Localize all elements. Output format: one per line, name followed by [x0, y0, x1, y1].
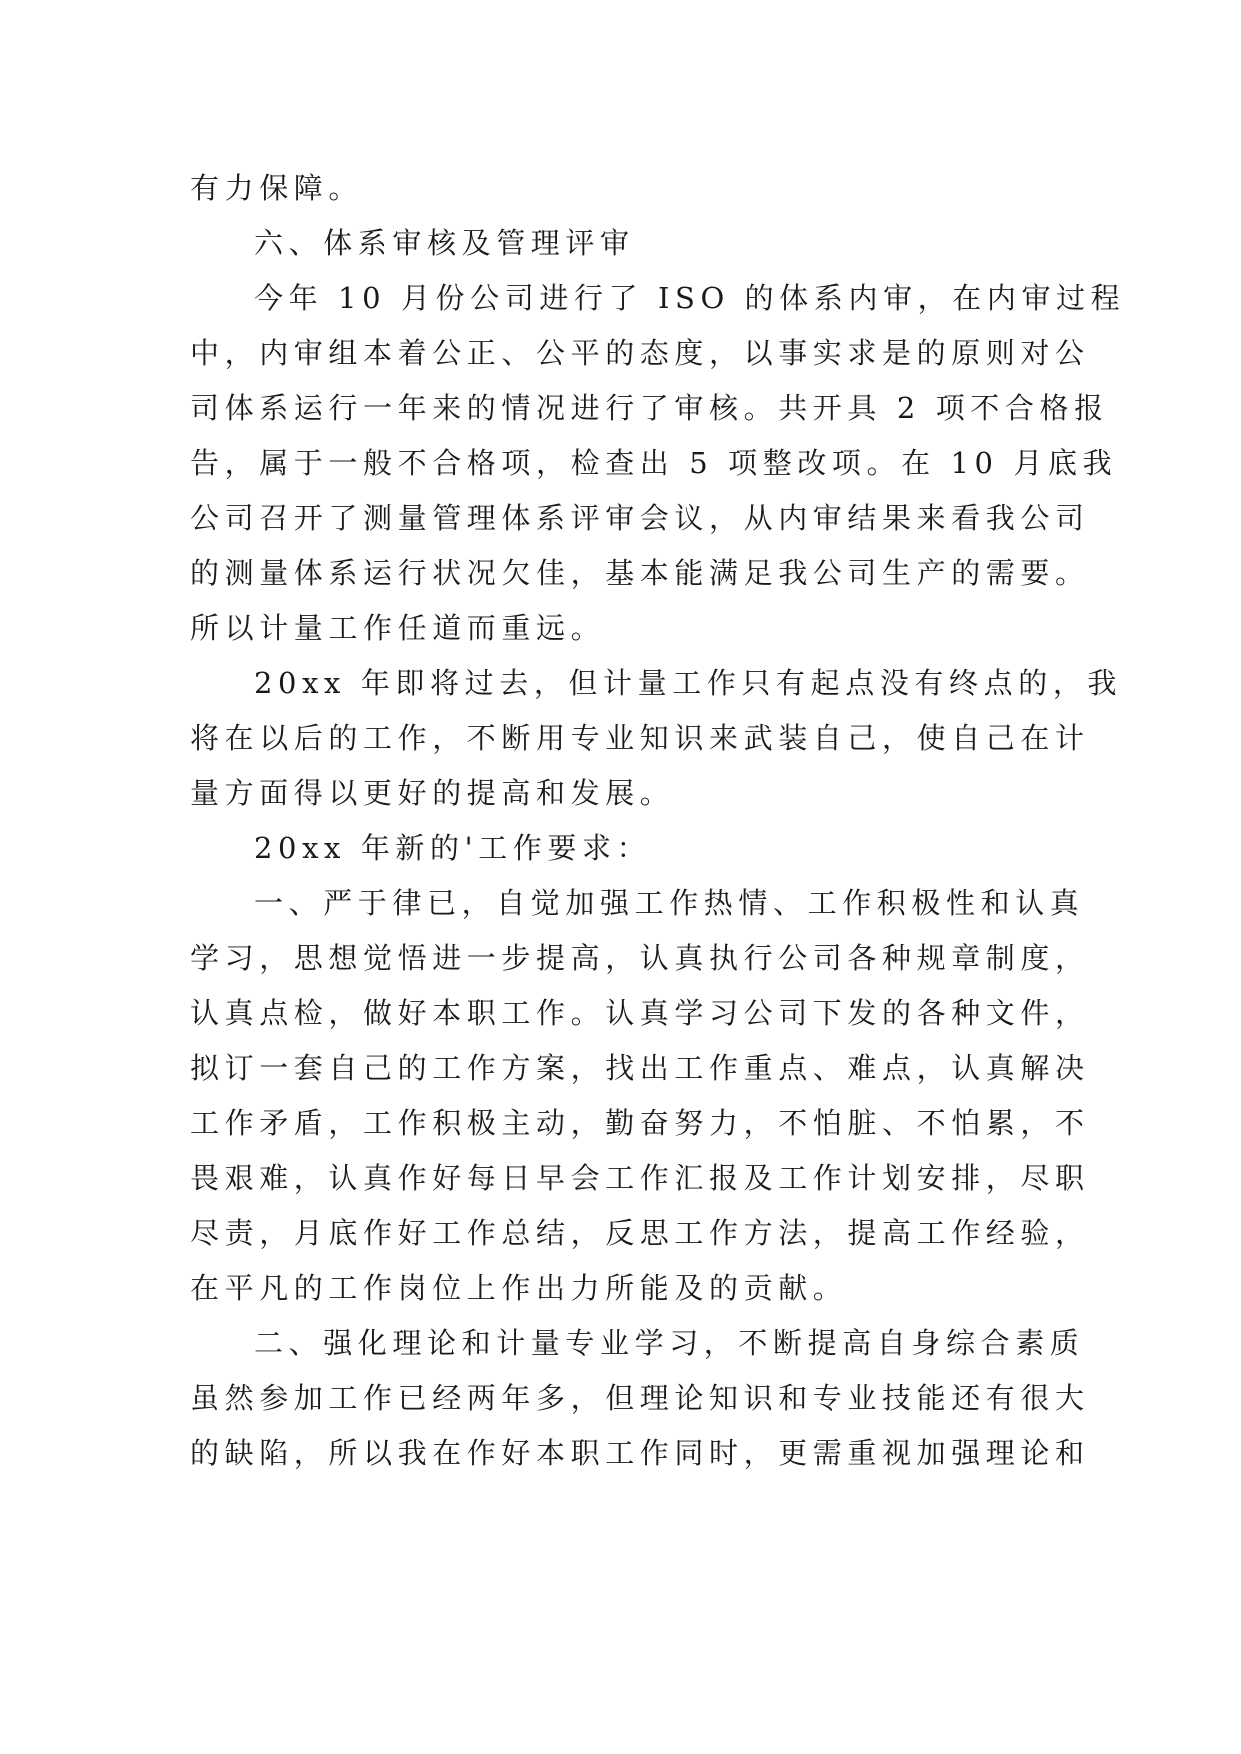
text-line: 告，属于一般不合格项，检查出 5 项整改项。在 10 月底我 [190, 446, 1118, 480]
text-line: 今年 10 月份公司进行了 ISO 的体系内审，在内审过程 [254, 281, 1126, 315]
section-heading: 20xx 年新的'工作要求： [254, 831, 652, 865]
text-line: 二、强化理论和计量专业学习，不断提高自身综合素质 [254, 1326, 1085, 1360]
text-line: 的缺陷，所以我在作好本职工作同时，更需重视加强理论和 [190, 1436, 1090, 1470]
text-line: 虽然参加工作已经两年多，但理论知识和专业技能还有很大 [190, 1381, 1090, 1415]
text-line: 尽责，月底作好工作总结，反思工作方法，提高工作经验， [190, 1216, 1090, 1250]
text-line: 在平凡的工作岗位上作出力所能及的贡献。 [190, 1271, 848, 1305]
text-line: 的测量体系运行状况欠佳，基本能满足我公司生产的需要。 [190, 556, 1090, 590]
text-line: 学习，思想觉悟进一步提高，认真执行公司各种规章制度， [190, 941, 1090, 975]
text-line: 公司召开了测量管理体系评审会议，从内审结果来看我公司 [190, 501, 1090, 535]
text-line: 有力保障。 [190, 171, 364, 205]
text-line: 将在以后的工作，不断用专业知识来武装自己，使自己在计 [190, 721, 1090, 755]
section-heading: 六、体系审核及管理评审 [254, 226, 635, 260]
text-line: 20xx 年即将过去，但计量工作只有起点没有终点的，我 [254, 666, 1123, 700]
text-line: 工作矛盾，工作积极主动，勤奋努力，不怕脏、不怕累，不 [190, 1106, 1090, 1140]
text-line: 拟订一套自己的工作方案，找出工作重点、难点，认真解决 [190, 1051, 1090, 1085]
text-line: 所以计量工作任道而重远。 [190, 611, 606, 645]
text-line: 认真点检，做好本职工作。认真学习公司下发的各种文件， [190, 996, 1090, 1030]
text-line: 司体系运行一年来的情况进行了审核。共开具 2 项不合格报 [190, 391, 1109, 425]
text-line: 畏艰难，认真作好每日早会工作汇报及工作计划安排，尽职 [190, 1161, 1090, 1195]
text-line: 量方面得以更好的提高和发展。 [190, 776, 675, 810]
text-line: 一、严于律已，自觉加强工作热情、工作积极性和认真 [254, 886, 1085, 920]
text-line: 中，内审组本着公正、公平的态度，以事实求是的原则对公 [190, 336, 1090, 370]
